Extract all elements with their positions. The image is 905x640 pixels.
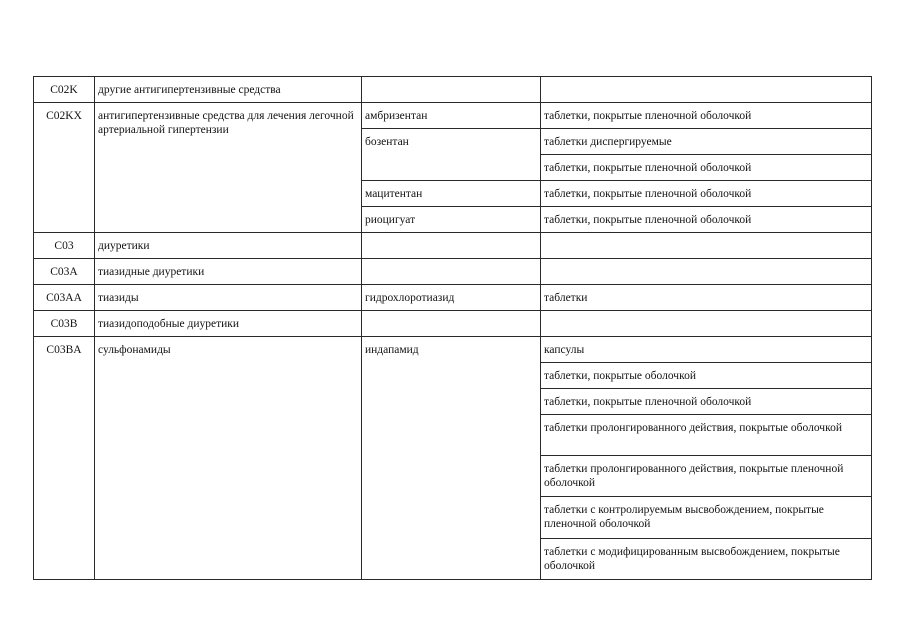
drug-name-cell — [362, 77, 541, 103]
dosage-form-cell: таблетки — [541, 285, 872, 311]
drug-name-cell — [362, 233, 541, 259]
dosage-form-cell: таблетки, покрытые оболочкой — [541, 363, 872, 389]
atc-group-cell: сульфонамиды — [95, 337, 362, 580]
atc-group-cell: диуретики — [95, 233, 362, 259]
atc-group-cell: тиазидоподобные диуретики — [95, 311, 362, 337]
drug-name-cell: гидрохлоротиазид — [362, 285, 541, 311]
atc-code-cell: C02KX — [34, 103, 95, 233]
dosage-form-cell — [541, 233, 872, 259]
dosage-form-cell: таблетки пролонгированного действия, покрытые пленочной оболочкой — [541, 456, 872, 497]
drug-name-cell — [362, 259, 541, 285]
atc-code-cell: C03B — [34, 311, 95, 337]
drug-name-cell: бозентан — [362, 129, 541, 181]
table-row — [34, 259, 872, 285]
dosage-form-cell: таблетки, покрытые пленочной оболочкой — [541, 181, 872, 207]
atc-code-cell: C03 — [34, 233, 95, 259]
dosage-form-cell: капсулы — [541, 337, 872, 363]
atc-group-cell: тиазиды — [95, 285, 362, 311]
atc-group-cell: тиазидные диуретики — [95, 259, 362, 285]
atc-group-cell: другие антигипертензивные средства — [95, 77, 362, 103]
dosage-form-cell: таблетки с модифицированным высвобождением, покрытые оболочкой — [541, 539, 872, 580]
dosage-form-cell: таблетки пролонгированного действия, покрытые оболочкой — [541, 415, 872, 456]
dosage-form-cell: таблетки, покрытые пленочной оболочкой — [541, 103, 872, 129]
table-row — [34, 337, 872, 363]
atc-code-cell: C03A — [34, 259, 95, 285]
atc-code-cell: C02K — [34, 77, 95, 103]
drug-classification-table — [33, 76, 872, 580]
dosage-form-cell: таблетки диспергируемые — [541, 129, 872, 155]
table-row — [34, 233, 872, 259]
atc-code-cell: C03BA — [34, 337, 95, 580]
dosage-form-cell: таблетки, покрытые пленочной оболочкой — [541, 389, 872, 415]
drug-name-cell: риоцигуат — [362, 207, 541, 233]
dosage-form-cell: таблетки, покрытые пленочной оболочкой — [541, 207, 872, 233]
dosage-form-cell — [541, 311, 872, 337]
atc-group-cell: антигипертензивные средства для лечения легочной артериальной гипертензии — [95, 103, 362, 233]
dosage-form-cell — [541, 77, 872, 103]
dosage-form-cell: таблетки с контролируемым высвобождением, покрытые пленочной оболочкой — [541, 497, 872, 539]
table-row — [34, 77, 872, 103]
table-row — [34, 311, 872, 337]
table-row — [34, 103, 872, 129]
drug-name-cell: амбризентан — [362, 103, 541, 129]
dosage-form-cell — [541, 259, 872, 285]
drug-name-cell — [362, 311, 541, 337]
dosage-form-cell: таблетки, покрытые пленочной оболочкой — [541, 155, 872, 181]
atc-code-cell: C03AA — [34, 285, 95, 311]
drug-name-cell: индапамид — [362, 337, 541, 580]
drug-name-cell: мацитентан — [362, 181, 541, 207]
document-page — [33, 76, 871, 580]
table-row — [34, 285, 872, 311]
